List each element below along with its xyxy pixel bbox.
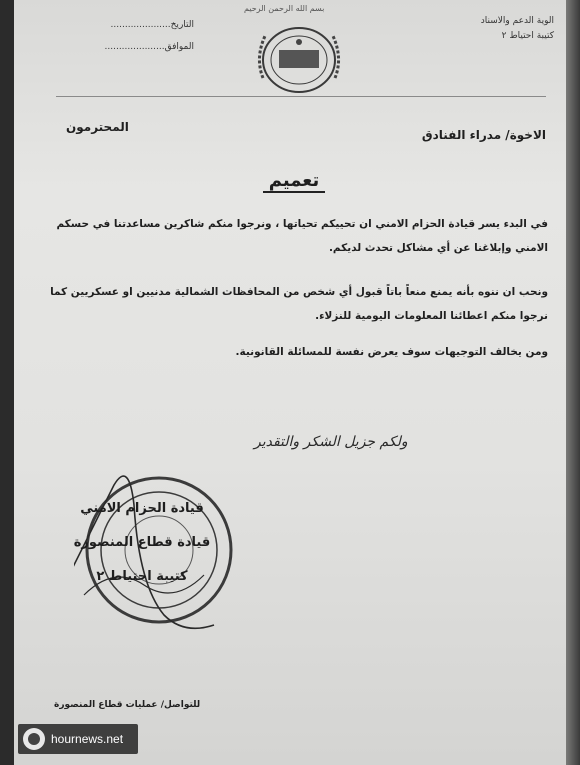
paragraph-3: ومن يخالف التوجيهات سوف يعرض نفسة للمسائلة القانونية. [235,346,548,358]
document-title [14,170,574,191]
signature-line-2: قيادة قطاع المنصورة [73,535,211,550]
salutation-respected: المحترمون [66,120,129,134]
org-line-1: الوية الدعم والاسناد [480,16,554,26]
date-fields [34,14,194,58]
signature-line-3: كتيبة احتياط ٢ [96,569,188,584]
watermark [18,724,138,754]
paragraph-1: في البدء يسر قيادة الحزام الامني ان تحييكم تحياتها ، ونرجوا منكم شاكرين مساعدتنا في حسكم الامني وإبلاغنا عن أي مشاكل تحدث لديكم. [56,218,548,254]
corresponding-date-label: الموافق..................... [104,42,194,52]
header-divider [56,96,546,97]
watermark-logo-icon [21,726,47,752]
org-header [404,14,554,44]
document-title-text: تعميم [263,170,325,193]
addressee: الاخوة/ مدراء الفنادق [421,128,546,142]
page-edge-shadow [566,0,580,765]
org-line-2: كتيبة احتياط ٢ [501,31,554,41]
footer-contact: للتواصل/ عمليات قطاع المنصورة [54,700,201,710]
paragraph-2: ونحب ان ننوه بأنه يمنع منعاً باتاً قبول أي شخص من المحافظات الشمالية مدنيين او عسكريين كما نرجوا منكم اعطائنا المعلومات اليومية للنزلاء. [50,286,548,322]
watermark-site: hournews.net [51,732,124,746]
signature-line-1: قيادة الحزام الامني [80,501,204,516]
signature-block [72,492,212,594]
closing-thanks: ولكم جزيل الشكر والتقدير [254,434,408,450]
emblem-logo [249,18,349,98]
date-label: التاريخ..................... [110,20,194,30]
letter-page [14,0,574,765]
bismillah: بسم الله الرحمن الرحيم [244,4,325,13]
